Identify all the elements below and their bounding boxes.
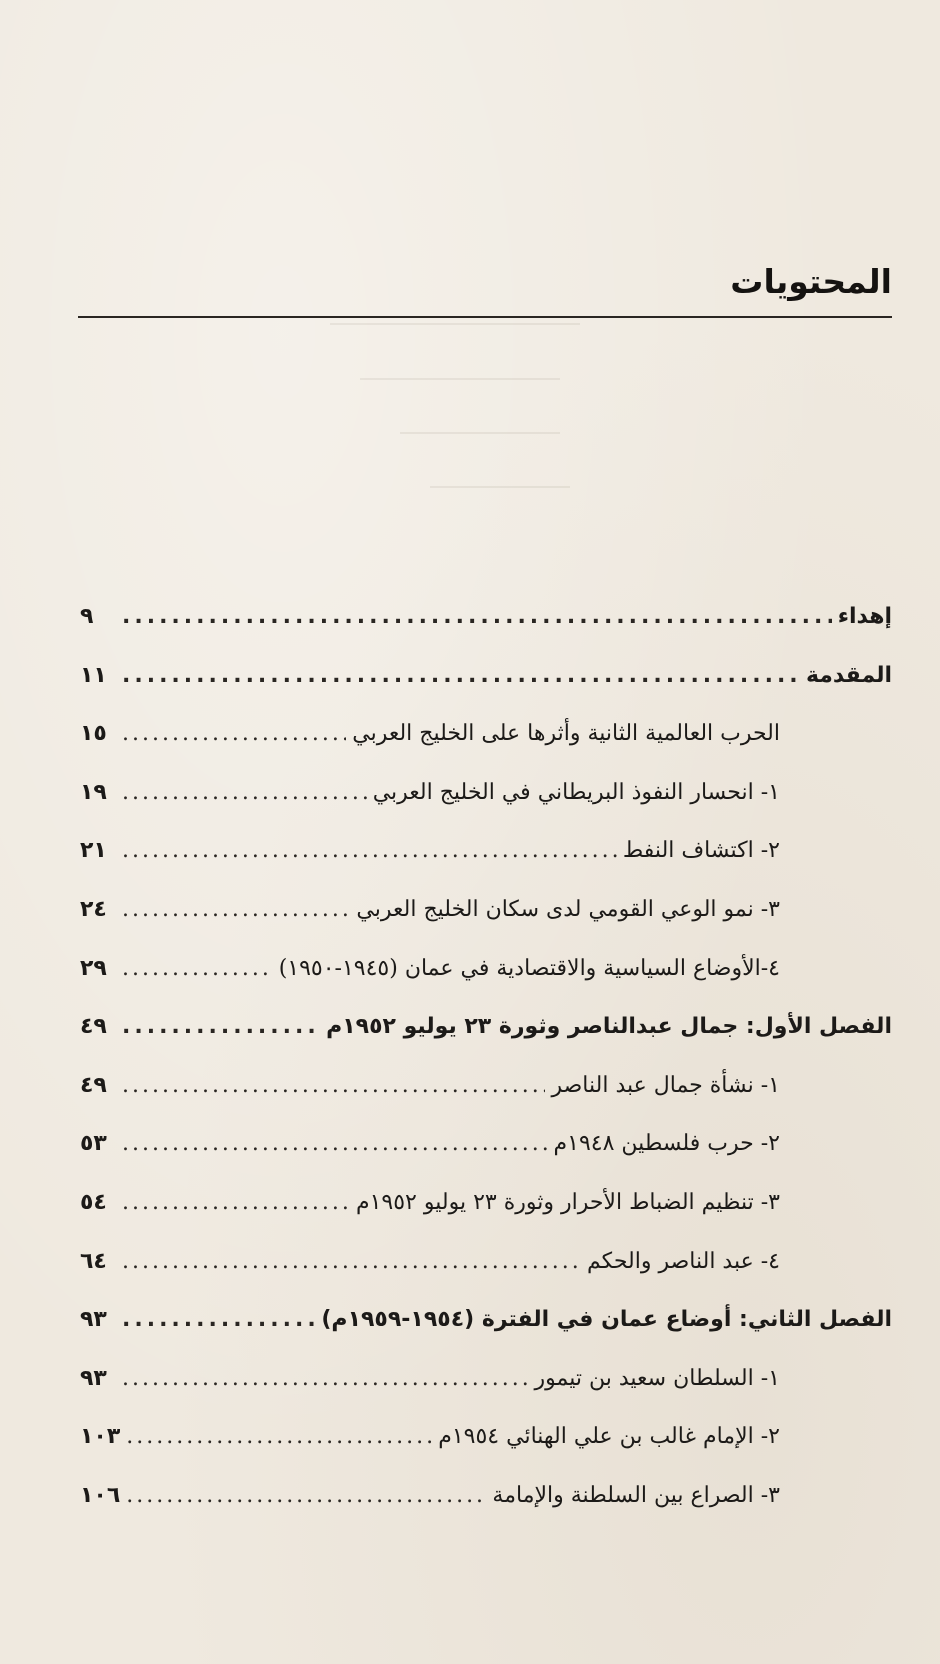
toc-entry[interactable] bbox=[80, 1247, 892, 1306]
toc-page-number: ١٠٣ bbox=[80, 1424, 121, 1450]
toc-entry[interactable] bbox=[80, 661, 892, 720]
toc-page-number: ١١ bbox=[80, 662, 107, 688]
toc-page-number: ٥٣ bbox=[80, 1131, 107, 1157]
paper-show-through bbox=[400, 432, 560, 434]
toc-entry-title: ١- انحسار النفوذ البريطاني في الخليج العربي bbox=[372, 779, 780, 805]
toc-page-number: ٢٩ bbox=[80, 955, 107, 981]
toc-page-number: ٤٩ bbox=[80, 1014, 107, 1040]
toc-entry[interactable] bbox=[80, 602, 892, 661]
page-title: المحتويات bbox=[730, 262, 892, 301]
toc-entry[interactable] bbox=[80, 1481, 892, 1540]
dot-leader bbox=[126, 1481, 486, 1511]
toc-entry-title: ٤-الأوضاع السياسية والاقتصادية في عمان (١٩٤٥-١٩٥٠) bbox=[278, 955, 780, 981]
toc-entry-title: ١- السلطان سعيد بن تيمور bbox=[534, 1365, 780, 1391]
toc-entry[interactable] bbox=[80, 1422, 892, 1481]
toc-page-number: ٤٩ bbox=[80, 1072, 107, 1098]
toc-page-number: ٩ bbox=[80, 604, 94, 629]
toc-entry-title: ٢- الإمام غالب بن علي الهنائي ١٩٥٤م bbox=[438, 1424, 780, 1450]
toc-entry-title: ٣- تنظيم الضباط الأحرار وثورة ٢٣ يوليو ١٩٥٢م bbox=[355, 1189, 780, 1215]
dot-leader bbox=[122, 719, 346, 749]
toc-entry[interactable] bbox=[80, 1188, 892, 1247]
dot-leader bbox=[122, 1305, 315, 1335]
toc-entry-title: ٢- اكتشاف النفط bbox=[622, 838, 780, 864]
dot-leader bbox=[122, 1012, 320, 1042]
toc-entry-title: الحرب العالمية الثانية وأثرها على الخليج العربي bbox=[352, 721, 780, 747]
dot-leader bbox=[122, 1129, 548, 1159]
toc-entry[interactable] bbox=[80, 836, 892, 895]
toc-entry-title: ٣- الصراع بين السلطنة والإمامة bbox=[492, 1482, 780, 1508]
table-of-contents bbox=[80, 602, 892, 1540]
toc-entry-title: ٣- نمو الوعي القومي لدى سكان الخليج العربي bbox=[356, 896, 780, 922]
toc-entry[interactable] bbox=[80, 1012, 892, 1071]
toc-page-number: ٦٤ bbox=[80, 1248, 107, 1274]
dot-leader bbox=[122, 836, 617, 866]
title-divider bbox=[78, 316, 892, 318]
toc-entry[interactable] bbox=[80, 778, 892, 837]
toc-page-number: ٢٤ bbox=[80, 896, 107, 922]
dot-leader bbox=[122, 1247, 581, 1277]
toc-entry[interactable] bbox=[80, 1364, 892, 1423]
toc-entry-title: ٤- عبد الناصر والحكم bbox=[587, 1248, 780, 1274]
toc-page-number: ٩٣ bbox=[80, 1365, 107, 1391]
toc-entry-title: الفصل الثاني: أوضاع عمان في الفترة (١٩٥٤-١٩٥٩م) bbox=[321, 1307, 892, 1333]
toc-page-number: ١٩ bbox=[80, 779, 107, 805]
toc-entry-title: المقدمة bbox=[805, 662, 892, 688]
toc-entry[interactable] bbox=[80, 719, 892, 778]
toc-page-number: ٢١ bbox=[80, 838, 107, 864]
dot-leader bbox=[126, 1422, 432, 1452]
toc-entry[interactable] bbox=[80, 1305, 892, 1364]
toc-page-number: ٥٤ bbox=[80, 1189, 107, 1215]
paper-show-through bbox=[330, 323, 580, 325]
toc-entry-title: الفصل الأول: جمال عبدالناصر وثورة ٢٣ يوليو ١٩٥٢م bbox=[326, 1014, 892, 1040]
toc-page-number: ٩٣ bbox=[80, 1307, 107, 1333]
dot-leader bbox=[122, 602, 832, 632]
paper-show-through bbox=[360, 378, 560, 380]
toc-entry[interactable] bbox=[80, 954, 892, 1013]
paper-show-through bbox=[430, 486, 570, 488]
toc-page-number: ١٥ bbox=[80, 721, 107, 747]
dot-leader bbox=[122, 954, 273, 984]
toc-entry[interactable] bbox=[80, 1129, 892, 1188]
toc-entry[interactable] bbox=[80, 895, 892, 954]
dot-leader bbox=[122, 1364, 529, 1394]
dot-leader bbox=[122, 895, 350, 925]
toc-entry[interactable] bbox=[80, 1071, 892, 1130]
toc-entry-title: إهداء bbox=[837, 604, 892, 629]
dot-leader bbox=[122, 661, 800, 691]
toc-entry-title: ١- نشأة جمال عبد الناصر bbox=[551, 1072, 780, 1098]
toc-page-number: ١٠٦ bbox=[80, 1482, 121, 1508]
dot-leader bbox=[122, 778, 367, 808]
toc-entry-title: ٢- حرب فلسطين ١٩٤٨م bbox=[553, 1131, 780, 1157]
dot-leader bbox=[122, 1071, 545, 1101]
dot-leader bbox=[122, 1188, 350, 1218]
